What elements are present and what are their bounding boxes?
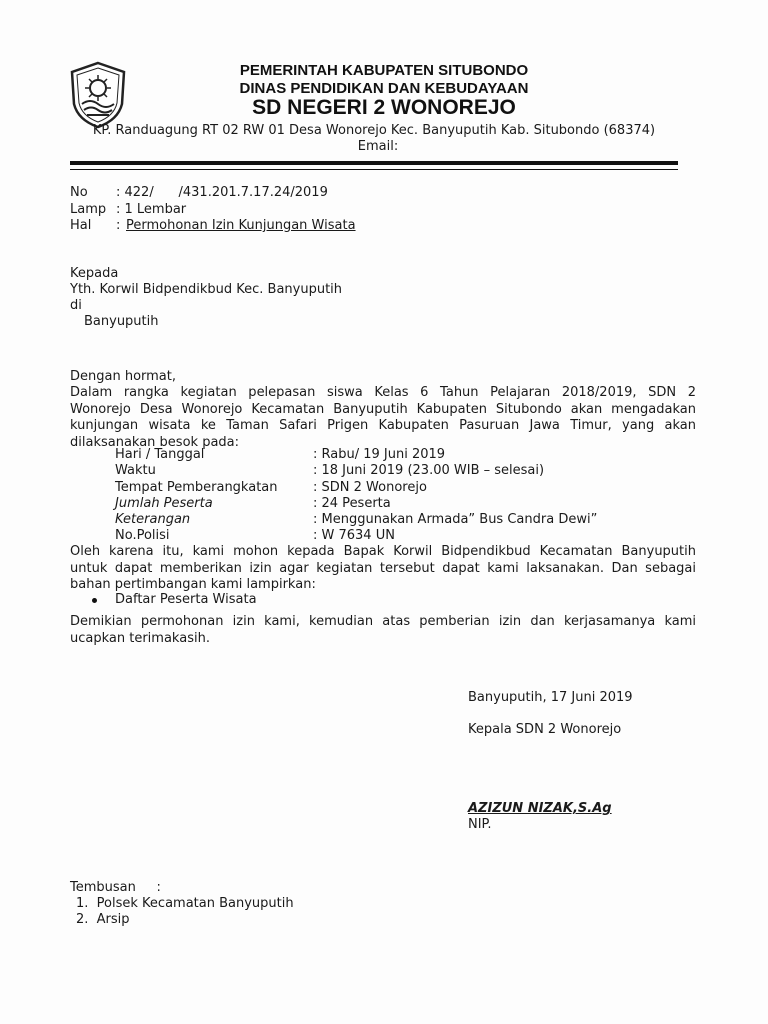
paragraph-line: Wonorejo Desa Wonorejo Kecamatan Banyuputih Kabupaten Situbondo akan mengadakan [70, 401, 696, 417]
detail-value-participants: : 24 Peserta [313, 496, 391, 511]
signature-nip: NIP. [468, 817, 492, 832]
letterhead-rule-thin [70, 169, 678, 170]
detail-label-participants: Jumlah Peserta [115, 496, 213, 511]
paragraph-line: untuk dapat memberikan izin agar kegiatan tersebut dapat kami laksanakan. Dan sebagai [70, 560, 696, 576]
paragraph-line: Oleh karena itu, kami mohon kepada Bapak Korwil Bidpendikbud Kecamatan Banyuputih [70, 544, 696, 559]
attachment-count-label: Lamp [70, 202, 107, 217]
paragraph-request [70, 544, 696, 594]
detail-label-plate: No.Polisi [115, 528, 170, 543]
cc-item: 2. Arsip [76, 912, 130, 927]
cc-item: 1. Polsek Kecamatan Banyuputih [76, 896, 294, 911]
paragraph-line: kunjungan wisata ke Taman Safari Prigen Kabupaten Pasuruan Jawa Timur, yang akan [70, 418, 696, 433]
paragraph-line: Demikian permohonan izin kami, kemudian atas pemberian izin dan kerjasamanya kami [70, 614, 696, 629]
detail-label-notes: Keterangan [115, 512, 191, 527]
detail-label-time: Waktu [115, 463, 156, 478]
header-government: PEMERINTAH KABUPATEN SITUBONDO [239, 62, 529, 79]
detail-value-time: : 18 Juni 2019 (23.00 WIB – selesai) [313, 463, 545, 478]
detail-value-date: : Rabu/ 19 Juni 2019 [313, 447, 446, 462]
detail-value-notes: : Menggunakan Armada” Bus Candra Dewi” [313, 512, 598, 527]
signature-place-date: Banyuputih, 17 Juni 2019 [468, 690, 633, 705]
paragraph-line: Dalam rangka kegiatan pelepasan siswa Kelas 6 Tahun Pelajaran 2018/2019, SDN 2 [70, 385, 696, 400]
letterhead-rule [70, 161, 678, 165]
header-school-name: SD NEGERI 2 WONOREJO [252, 96, 516, 119]
paragraph-closing [70, 614, 696, 647]
recipient-place: Banyuputih [84, 314, 159, 329]
paragraph-line: bahan pertimbangan kami lampirkan: [70, 577, 316, 592]
letter-number-label: No [70, 185, 88, 200]
greeting: Dengan hormat, [70, 369, 177, 384]
detail-label-date: Hari / Tanggal [115, 447, 205, 462]
attachment-item: Daftar Peserta Wisata [115, 592, 257, 607]
detail-value-plate: : W 7634 UN [313, 528, 395, 543]
paragraph-line: dilaksanakan besok pada: [70, 434, 240, 450]
header-email: Email: [357, 139, 399, 154]
recipient-name: Yth. Korwil Bidpendikbud Kec. Banyuputih [70, 282, 343, 297]
subject-value: Permohonan Izin Kunjungan Wisata [126, 218, 356, 233]
paragraph-line: ucapkan terimakasih. [70, 630, 210, 646]
recipient-di: di [70, 298, 82, 313]
header-department: DINAS PENDIDIKAN DAN KEBUDAYAAN [239, 80, 529, 97]
detail-value-departure: : SDN 2 Wonorejo [313, 480, 427, 495]
signature-title: Kepala SDN 2 Wonorejo [468, 722, 622, 737]
attachment-count-value: : 1 Lembar [116, 202, 187, 217]
paragraph-intro [70, 385, 696, 451]
subject-label: Hal [70, 218, 92, 233]
letter-number-value: : 422/ /431.201.7.17.24/2019 [116, 185, 328, 200]
signature-name: AZIZUN NIZAK,S.Ag [468, 801, 612, 816]
detail-label-departure: Tempat Pemberangkatan [115, 480, 278, 495]
cc-label: Tembusan : [70, 880, 161, 895]
bullet-icon [92, 598, 97, 603]
recipient-kepada: Kepada [70, 266, 119, 281]
subject-colon: : [116, 218, 121, 233]
header-address: KP. Randuagung RT 02 RW 01 Desa Wonorejo Kec. Banyuputih Kab. Situbondo (68374) [92, 123, 656, 138]
